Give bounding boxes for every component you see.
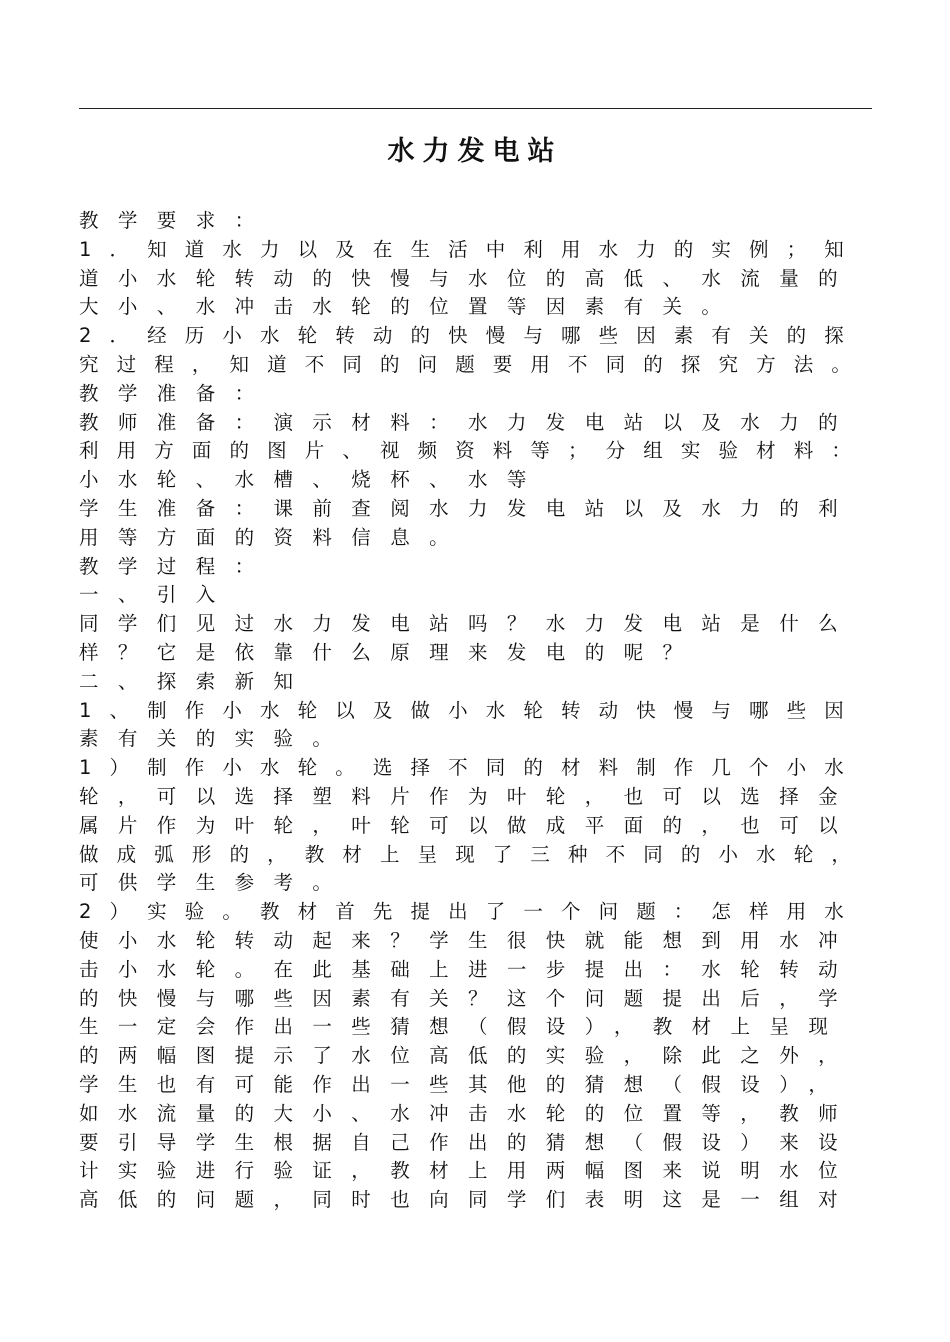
text-line: 素有关的实验。 — [79, 727, 352, 751]
text-line: 的快慢与哪些因素有关？这个问题提出后，学 — [79, 986, 858, 1010]
text-line: 小水轮、水槽、烧杯、水等 — [79, 468, 546, 492]
text-line: 做成弧形的，教材上呈现了三种不同的小水轮， — [79, 842, 869, 866]
text-line: 可供学生参考。 — [79, 871, 352, 895]
text-line: 2）实验。教材首先提出了一个问题：怎样用水 — [79, 900, 862, 924]
text-line: 利用方面的图片、视频资料等；分组实验材料： — [79, 439, 869, 463]
page-title: 水力发电站 — [387, 136, 563, 167]
text-line: 教学过程： — [79, 554, 274, 578]
text-line: 轮，可以选择塑料片作为叶轮，也可以选择金 — [79, 784, 858, 808]
text-line: 击小水轮。在此基础上进一步提出：水轮转动 — [79, 957, 858, 981]
text-line: 一、引入 — [79, 583, 235, 607]
text-line: 1．知道水力以及在生活中利用水力的实例；知 — [79, 237, 862, 261]
text-line: 1）制作小水轮。选择不同的材料制作几个小水 — [79, 756, 862, 780]
text-line: 属片作为叶轮，叶轮可以做成平面的，也可以 — [79, 813, 858, 837]
body-text — [79, 207, 879, 1215]
text-line: 高低的问题，同时也向同学们表明这是一组对 — [79, 1188, 858, 1212]
text-line: 2．经历小水轮转动的快慢与哪些因素有关的探 — [79, 324, 862, 348]
text-line: 的两幅图提示了水位高低的实验，除此之外， — [79, 1044, 858, 1068]
header-rule — [79, 108, 872, 109]
text-line: 教师准备：演示材料：水力发电站以及水力的 — [79, 410, 858, 434]
text-line: 教学要求： — [79, 209, 274, 232]
text-line: 究过程，知道不同的问题要用不同的探究方法。 — [79, 352, 869, 376]
text-line: 教学准备： — [79, 381, 274, 405]
text-line: 如水流量的大小、水冲击水轮的位置等，教师 — [79, 1101, 858, 1125]
text-line: 学生也有可能作出一些其他的猜想（假设）， — [79, 1072, 848, 1096]
text-line: 要引导学生根据自己作出的猜想（假设）来设 — [79, 1130, 858, 1154]
text-line: 计实验进行验证，教材上用两幅图来说明水位 — [79, 1159, 858, 1183]
text-line: 道小水轮转动的快慢与水位的高低、水流量的 — [79, 266, 858, 290]
text-line: 二、探索新知 — [79, 669, 313, 693]
text-line: 生一定会作出一些猜想（假设），教材上呈现 — [79, 1015, 848, 1039]
text-line: 大小、水冲击水轮的位置等因素有关。 — [79, 295, 741, 319]
text-line: 同学们见过水力发电站吗？水力发电站是什么 — [79, 612, 858, 636]
text-line: 使小水轮转动起来？学生很快就能想到用水冲 — [79, 928, 858, 952]
text-line: 学生准备：课前查阅水力发电站以及水力的利 — [79, 496, 858, 520]
text-line: 样？它是依靠什么原理来发电的呢？ — [79, 640, 702, 664]
text-line: 1、制作小水轮以及做小水轮转动快慢与哪些因 — [79, 698, 862, 722]
text-line: 用等方面的资料信息。 — [79, 525, 469, 549]
